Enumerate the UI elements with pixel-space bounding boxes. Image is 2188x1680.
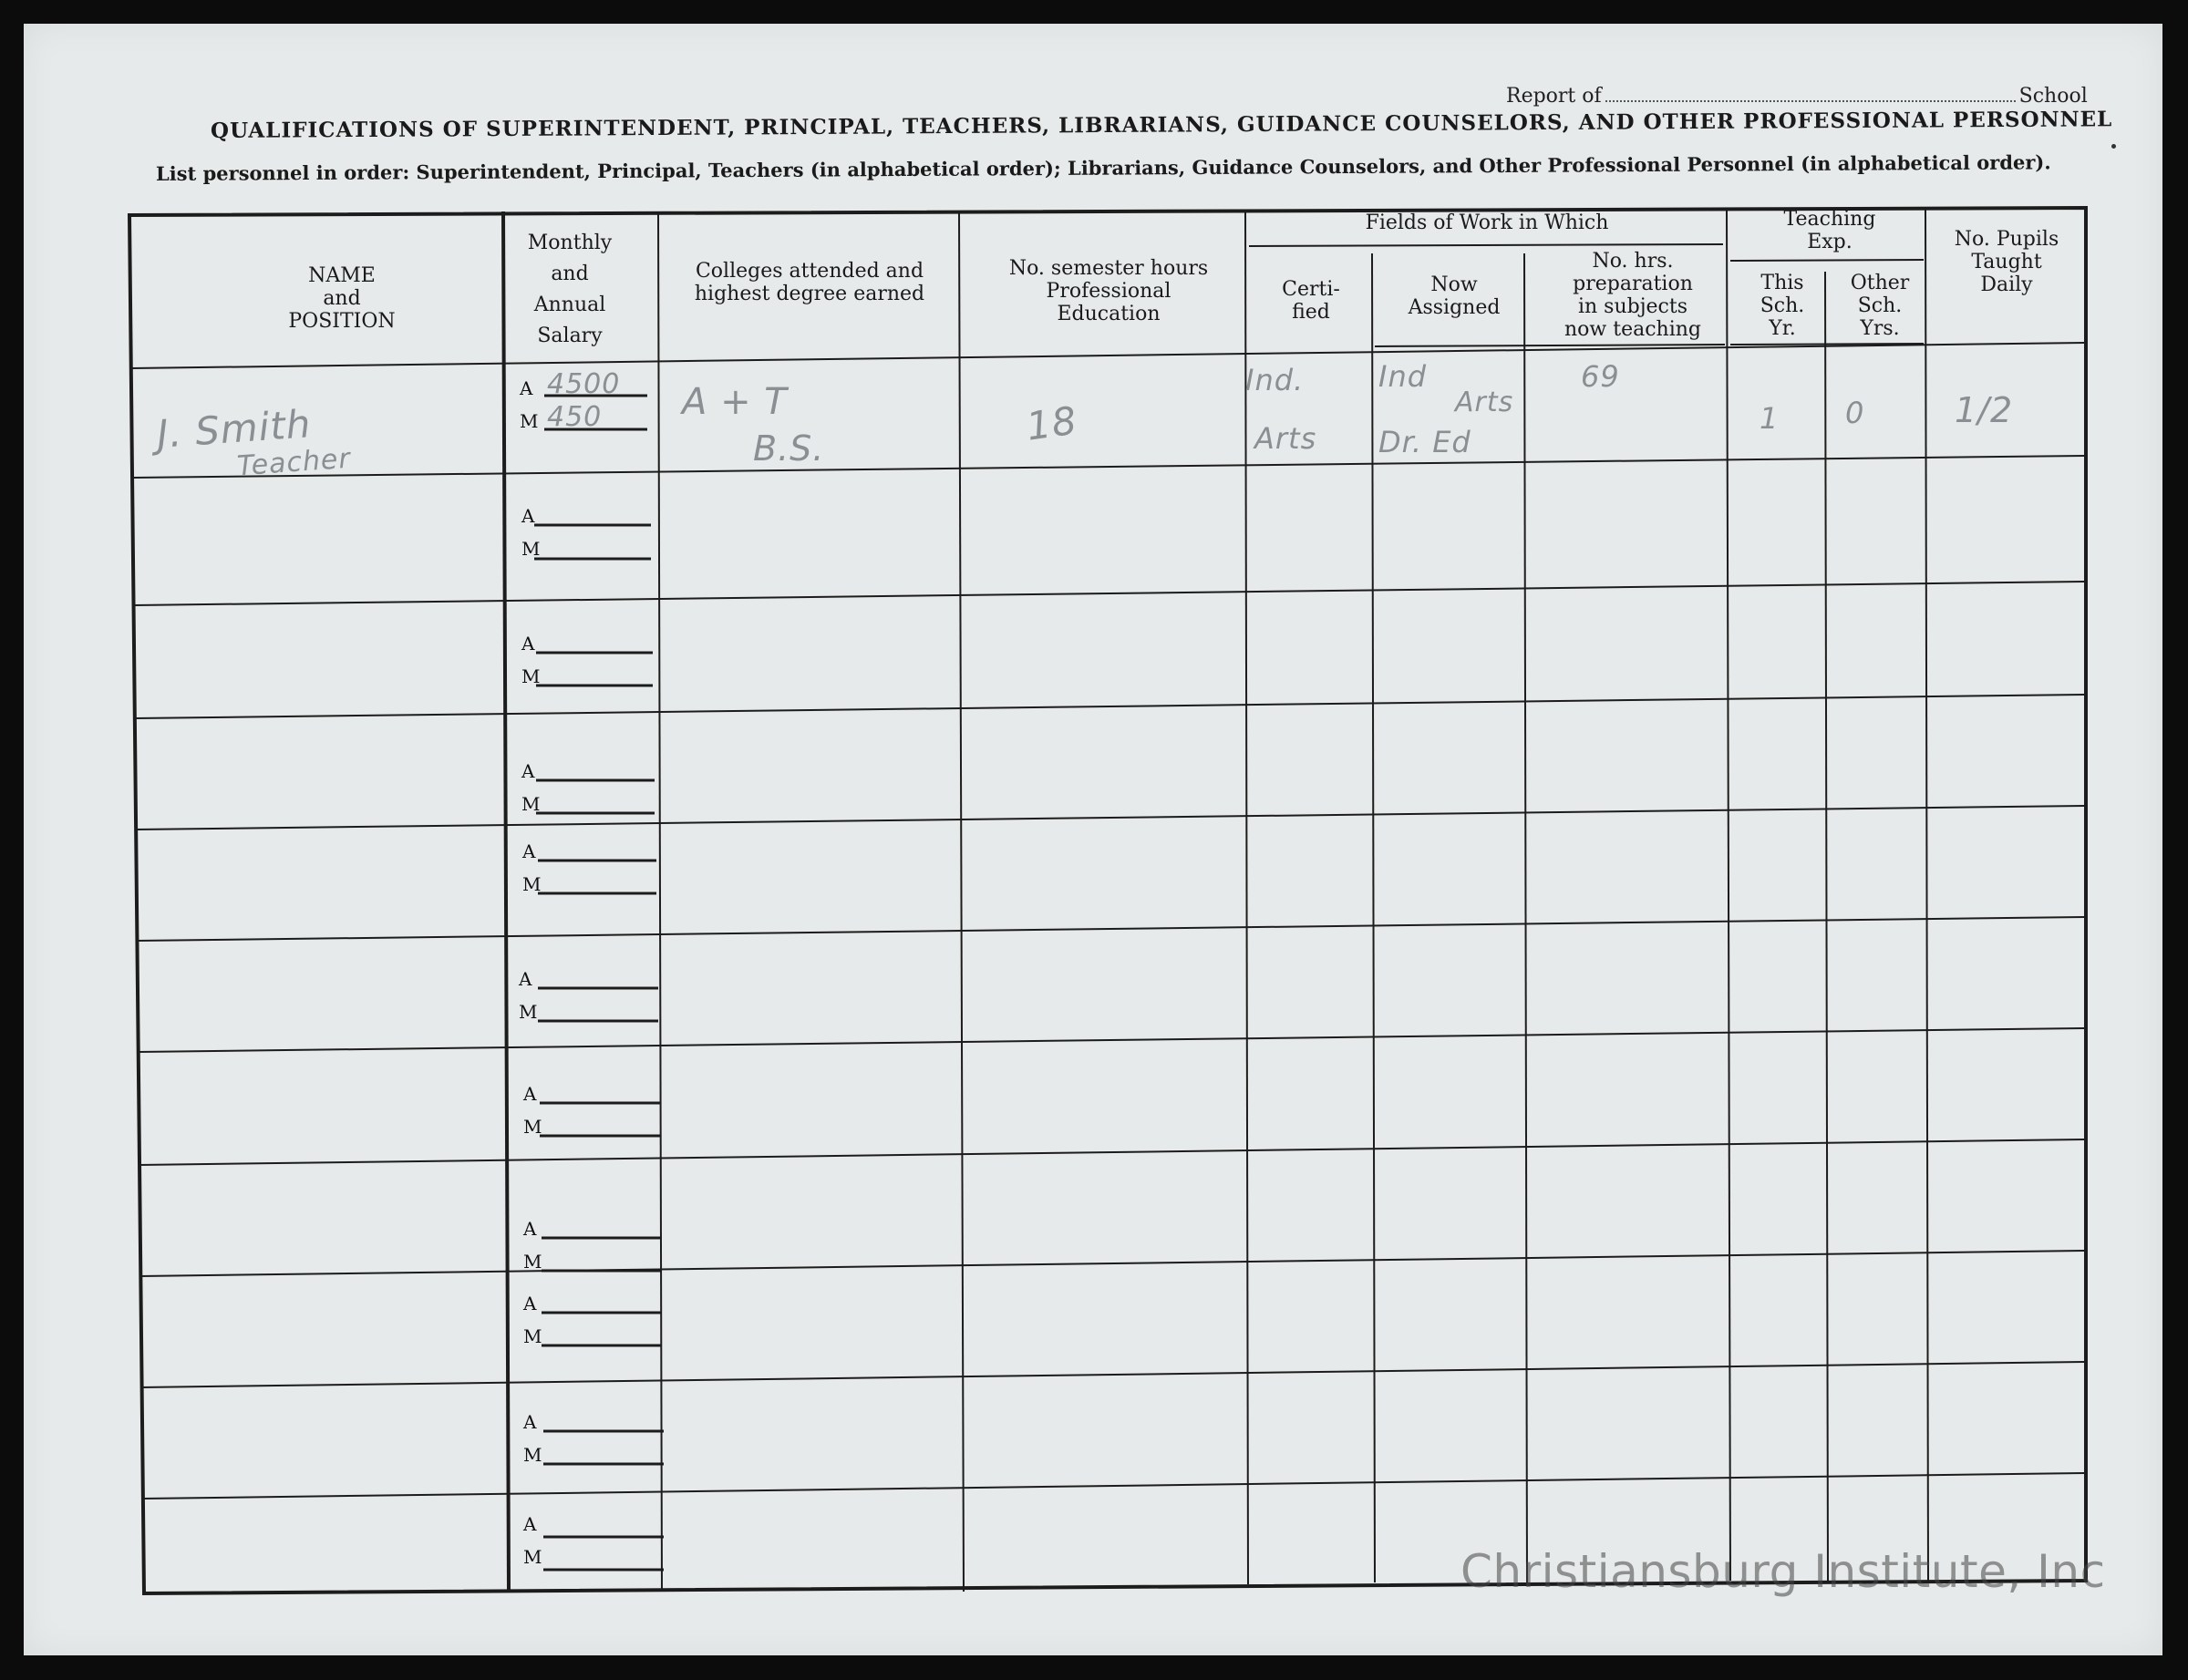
entry-assigned-1: Ind — [1378, 359, 1428, 394]
annual-label: A — [523, 1083, 537, 1105]
header-now-assigned: Now Assigned — [1408, 273, 1501, 319]
entry-pupils: 1/2 — [1955, 390, 2014, 430]
annual-label: A — [523, 1411, 537, 1433]
monthly-label: M — [521, 665, 541, 687]
entry-name: J. Smith — [155, 401, 313, 457]
entry-prep-hours: 69 — [1581, 359, 1620, 394]
monthly-label: M — [521, 538, 541, 560]
school-name-blank[interactable] — [1605, 84, 2016, 102]
monthly-label: M — [523, 1325, 542, 1347]
annual-label: A — [521, 760, 535, 782]
header-other-years: Other Sch. Yrs. — [1850, 272, 1910, 340]
header-teaching-exp: Teaching Exp. — [1783, 208, 1876, 253]
entry-this-year: 1 — [1760, 401, 1780, 436]
personnel-table-grid — [129, 208, 2088, 1593]
monthly-label: M — [523, 1546, 542, 1568]
entry-annual-salary: 4500 — [547, 368, 621, 400]
annual-label: A — [521, 633, 535, 654]
entry-certified-1: Ind. — [1245, 363, 1305, 397]
annual-label: A — [521, 505, 535, 527]
watermark-text: Christiansburg Institute, Inc — [1460, 1545, 2106, 1598]
school-label: School — [2018, 85, 2088, 108]
entry-position: Teacher — [235, 442, 352, 483]
header-fields-of-work: Fields of Work in Which — [1365, 211, 1609, 234]
annual-label: A — [519, 968, 532, 990]
entry-degree: B.S. — [753, 428, 825, 469]
report-of-label: Report of — [1506, 85, 1602, 108]
stray-dot — [2111, 144, 2116, 149]
annual-label: A — [523, 1513, 537, 1535]
entry-monthly-salary: 450 — [547, 401, 603, 433]
monthly-label: M — [519, 1001, 538, 1023]
header-semester-hours: No. semester hours Professional Education — [1008, 257, 1209, 325]
header-salary: Monthly and Annual Salary — [527, 232, 613, 347]
form-title: QUALIFICATIONS OF SUPERINTENDENT, PRINCIPAL, TEACHERS, LIBRARIANS, GUIDANCE COUNSELORS, AND OTHER PROFESSIONAL PERSONNEL — [210, 107, 2113, 143]
monthly-label: M — [522, 873, 542, 895]
header-prep-hours: No. hrs. preparation in subjects now teaching — [1564, 250, 1701, 341]
entry-assigned-2: Arts — [1455, 387, 1514, 418]
monthly-label: M — [523, 1251, 542, 1273]
monthly-label: M — [523, 1116, 542, 1138]
header-name-position: NAME and POSITION — [288, 264, 396, 333]
annual-label: A — [523, 1218, 537, 1240]
entry-other-years: 0 — [1845, 396, 1865, 430]
monthly-label: M — [520, 410, 539, 432]
header-colleges: Colleges attended and highest degree earned — [694, 260, 925, 305]
report-of-line — [1506, 84, 2088, 108]
entry-college: A + T — [682, 381, 788, 423]
form-instruction: List personnel in order: Superintendent, Principal, Teachers (in alphabetical order); Librarians, Guidance Counselors, and Other Professional Personnel (in alphabetical order). — [155, 150, 2051, 185]
header-certified: Certi- fied — [1282, 278, 1340, 324]
entry-semester-hours: 18 — [1023, 397, 1080, 449]
entry-certified-2: Arts — [1254, 421, 1317, 456]
header-pupils: No. Pupils Taught Daily — [1954, 228, 2059, 296]
annual-label: A — [523, 1293, 537, 1314]
annual-label: A — [520, 377, 533, 399]
monthly-label: M — [521, 793, 541, 815]
monthly-label: M — [523, 1444, 542, 1466]
header-this-year: This Sch. Yr. — [1760, 272, 1805, 340]
entry-assigned-3: Dr. Ed — [1378, 425, 1471, 459]
annual-label: A — [522, 840, 536, 862]
